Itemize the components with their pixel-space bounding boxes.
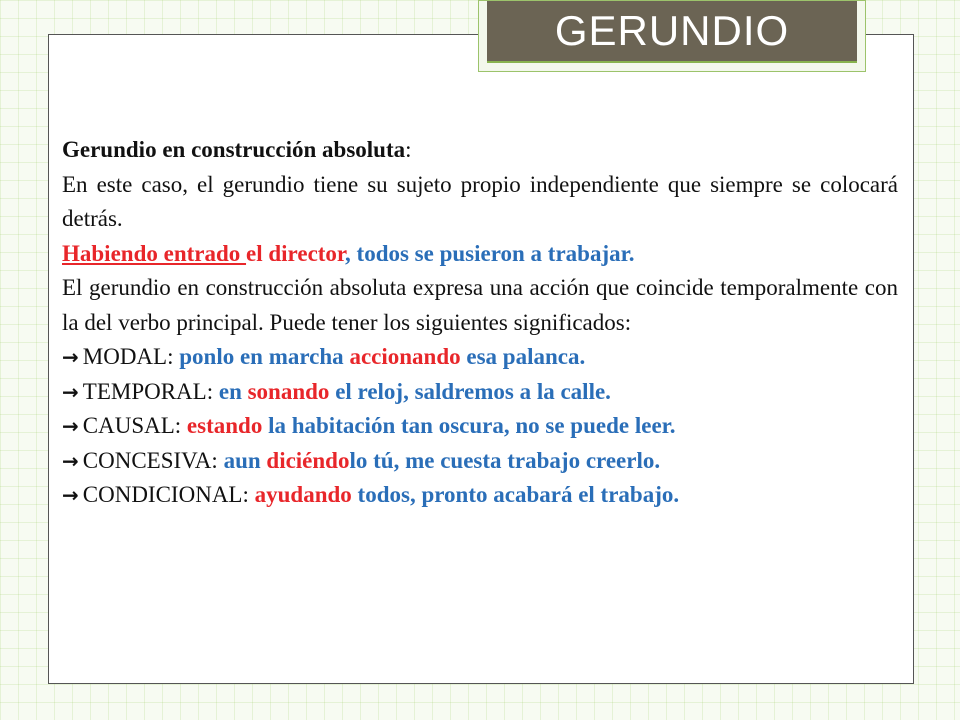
- item-text-a: aun: [223, 447, 267, 473]
- item-label: MODAL:: [82, 344, 180, 369]
- item-text-c: esa palanca.: [460, 344, 586, 369]
- example-subject: el director: [246, 240, 346, 266]
- arrow-right-icon: →: [62, 483, 79, 507]
- arrow-right-icon: →: [62, 414, 79, 438]
- arrow-right-icon: →: [62, 448, 79, 473]
- intro-paragraph: En este caso, el gerundio tiene su sujeto propio independiente que siempre se colocará detrás.: [62, 171, 898, 231]
- item-text-c: la habitación tan oscura, no se puede leer.: [262, 413, 676, 438]
- item-text-a: en: [218, 378, 248, 404]
- item-label: TEMPORAL:: [82, 378, 219, 404]
- section-heading: [62, 133, 898, 168]
- item-label: CONDICIONAL:: [82, 482, 255, 507]
- heading-colon: :: [405, 137, 412, 162]
- heading-text: Gerundio en construcción absoluta: [62, 137, 406, 162]
- example-sentence: [62, 237, 898, 272]
- list-item-causal: [62, 409, 898, 444]
- explanation-paragraph: El gerundio en construcción absoluta expresa una acción que coincide temporalmente con la del verbo principal. Puede tener los siguientes significados:: [62, 275, 898, 335]
- list-item-concesiva: [62, 444, 898, 479]
- slide-title: GERUNDIO: [554, 7, 790, 54]
- list-item-modal: [62, 340, 898, 375]
- item-text-c: el reloj, saldremos a la calle.: [329, 378, 611, 404]
- item-label: CAUSAL:: [82, 413, 187, 438]
- item-text-c: lo tú, me cuesta trabajo creerlo.: [349, 447, 661, 473]
- item-text-c: todos, pronto acabará el trabajo.: [351, 482, 680, 507]
- item-label: CONCESIVA:: [82, 447, 224, 473]
- title-banner: [487, 1, 857, 63]
- title-box: [478, 0, 866, 72]
- list-item-condicional: [62, 478, 898, 513]
- item-gerund: sonando: [247, 378, 330, 404]
- slide-content: [62, 133, 898, 513]
- item-text-a: ponlo en marcha: [179, 344, 350, 369]
- example-main-clause: , todos se pusieron a trabajar.: [345, 240, 635, 266]
- item-gerund: accionando: [349, 344, 461, 369]
- list-item-temporal: [62, 375, 898, 410]
- example-gerund: Habiendo entrado: [62, 240, 247, 266]
- item-gerund: diciéndo: [266, 447, 350, 473]
- item-gerund: estando: [186, 413, 263, 438]
- arrow-right-icon: →: [62, 345, 79, 369]
- item-gerund: ayudando: [254, 482, 352, 507]
- arrow-right-icon: →: [62, 379, 79, 404]
